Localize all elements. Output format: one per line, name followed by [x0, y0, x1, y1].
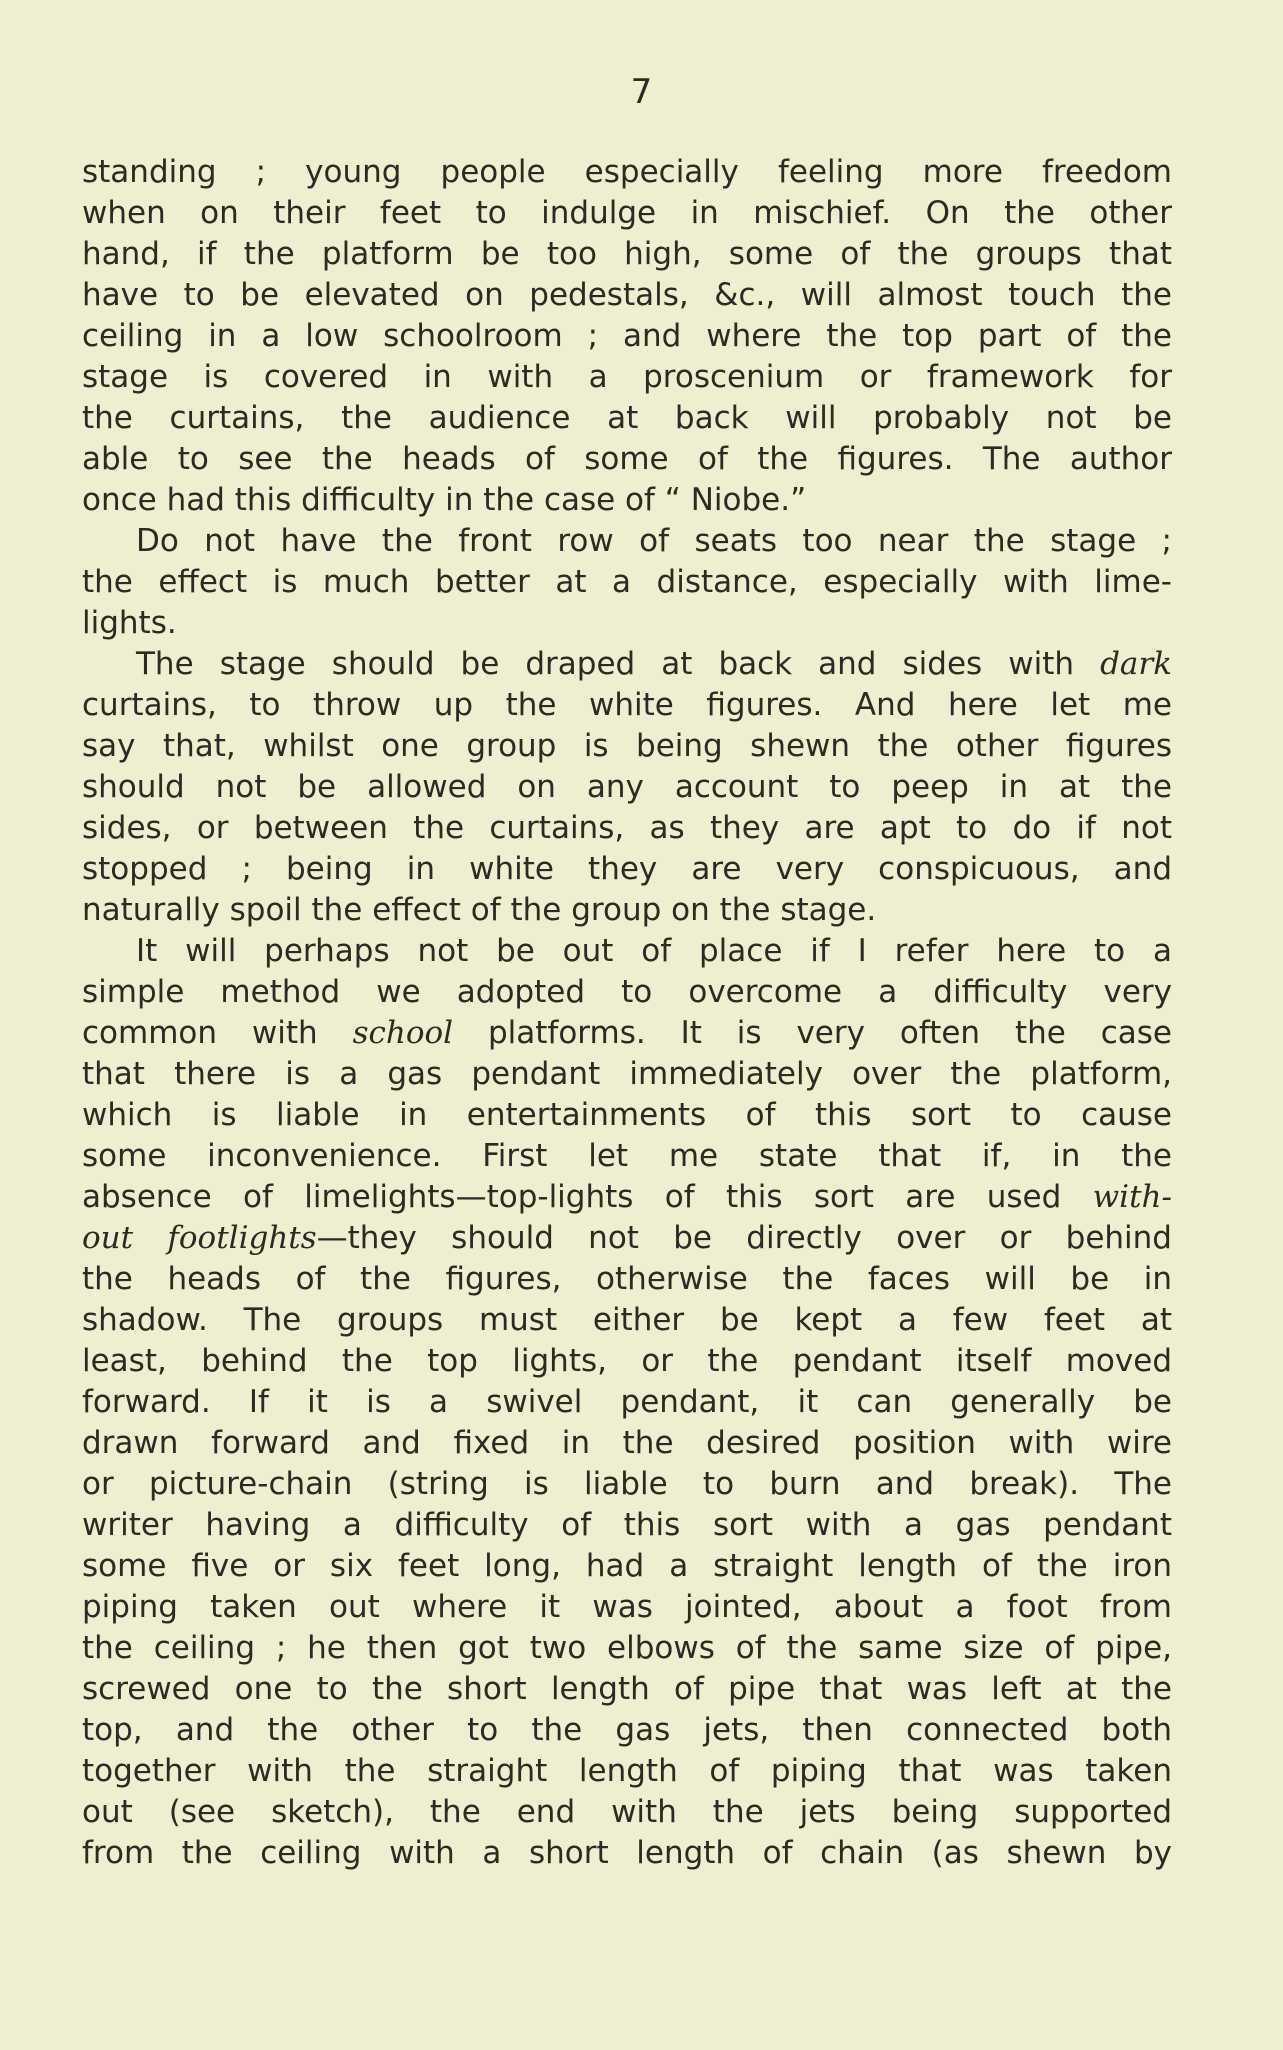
text-segment: platforms. It is very often the case: [453, 1015, 1173, 1051]
text-line: [82, 1136, 1172, 1177]
text-segment: sides, or between the curtains, as they are apt to do if not: [82, 810, 1172, 846]
text-segment: top, and the other to the gas jets, then connected both: [82, 1712, 1172, 1748]
text-segment: stopped ; being in white they are very conspicuous, and: [82, 851, 1172, 887]
text-line: [82, 849, 1172, 890]
text-line: [82, 1669, 1172, 1710]
text-segment: shadow. The groups must either be kept a few feet at: [82, 1302, 1172, 1338]
text-line: [82, 808, 1172, 849]
text-line: [82, 972, 1172, 1013]
text-segment: able to see the heads of some of the figures. The author: [82, 441, 1172, 477]
text-segment: curtains, to throw up the white figures. And here let me: [82, 687, 1172, 723]
text-line: [82, 439, 1172, 480]
text-segment: once had this difficulty in the case of “ Niobe.”: [82, 482, 807, 518]
text-line: [82, 1505, 1172, 1546]
text-line: [82, 1259, 1172, 1300]
text-segment: say that, whilst one group is being shewn the other figures: [82, 728, 1172, 764]
text-segment: some five or six feet long, had a straight length of the iron: [82, 1548, 1172, 1584]
text-line: [82, 1587, 1172, 1628]
text-line: [82, 234, 1172, 275]
text-segment: the curtains, the audience at back will probably not be: [82, 400, 1172, 436]
text-line: [82, 767, 1172, 808]
text-segment: absence of limelights—top-lights of this sort are used: [82, 1179, 1093, 1215]
text-line: [82, 1751, 1172, 1792]
text-segment: which is liable in entertainments of this sort to cause: [82, 1097, 1172, 1133]
text-line: [82, 1833, 1172, 1874]
text-line: [82, 1382, 1172, 1423]
text-line: [82, 316, 1172, 357]
text-line: [82, 1300, 1172, 1341]
text-segment: should not be allowed on any account to peep in at the: [82, 769, 1172, 805]
text-line: [82, 193, 1172, 234]
italic-text: out footlights: [82, 1220, 317, 1256]
text-segment: —they should not be directly over or behind: [316, 1220, 1172, 1256]
text-segment: that there is a gas pendant immediately over the platform,: [82, 1056, 1172, 1092]
italic-text: dark: [1100, 646, 1172, 682]
text-segment: forward. If it is a swivel pendant, it can generally be: [82, 1384, 1172, 1420]
text-line: [82, 931, 1172, 972]
italic-text: school: [352, 1015, 454, 1051]
text-line: [82, 890, 1172, 931]
text-line: [82, 603, 1172, 644]
text-segment: the heads of the figures, otherwise the faces will be in: [82, 1261, 1172, 1297]
text-line: [82, 480, 1172, 521]
text-segment: the effect is much better at a distance, especially with lime-: [82, 564, 1172, 600]
text-segment: It will perhaps not be out of place if I refer here to a: [136, 933, 1172, 969]
text-line: [82, 685, 1172, 726]
text-segment: The stage should be draped at back and sides with: [136, 646, 1101, 682]
text-segment: when on their feet to indulge in mischief. On the other: [82, 195, 1172, 231]
text-line: [82, 1464, 1172, 1505]
text-line: [82, 726, 1172, 767]
text-segment: or picture-chain (string is liable to burn and break). The: [82, 1466, 1172, 1502]
text-segment: from the ceiling with a short length of chain (as shewn by: [82, 1835, 1172, 1871]
text-segment: simple method we adopted to overcome a difficulty very: [82, 974, 1172, 1010]
text-segment: least, behind the top lights, or the pendant itself moved: [82, 1343, 1172, 1379]
text-segment: stage is covered in with a proscenium or framework for: [82, 359, 1172, 395]
text-line: [82, 357, 1172, 398]
text-line: [82, 275, 1172, 316]
text-segment: Do not have the front row of seats too near the stage ;: [136, 523, 1172, 559]
text-line: [82, 1341, 1172, 1382]
text-segment: together with the straight length of piping that was taken: [82, 1753, 1172, 1789]
text-segment: hand, if the platform be too high, some of the groups that: [82, 236, 1172, 272]
text-line: [82, 1013, 1172, 1054]
text-segment: out (see sketch), the end with the jets being supported: [82, 1794, 1172, 1830]
text-segment: writer having a difficulty of this sort with a gas pendant: [82, 1507, 1172, 1543]
text-line: [82, 562, 1172, 603]
text-segment: the ceiling ; he then got two elbows of the same size of pipe,: [82, 1630, 1172, 1666]
page-number: 7: [630, 72, 653, 112]
italic-text: with-: [1092, 1179, 1172, 1215]
text-line: [82, 1628, 1172, 1669]
text-line: [82, 1218, 1172, 1259]
text-segment: drawn forward and fixed in the desired position with wire: [82, 1425, 1172, 1461]
text-line: [82, 1792, 1172, 1833]
text-segment: some inconvenience. First let me state that if, in the: [82, 1138, 1172, 1174]
text-segment: naturally spoil the effect of the group on the stage.: [82, 892, 877, 928]
text-line: [82, 1710, 1172, 1751]
text-line: [82, 398, 1172, 439]
text-line: [82, 1095, 1172, 1136]
text-line: [82, 644, 1172, 685]
body-text: [82, 152, 1172, 1874]
text-line: [82, 1423, 1172, 1464]
text-line: [82, 1177, 1172, 1218]
text-segment: screwed one to the short length of pipe that was left at the: [82, 1671, 1172, 1707]
text-segment: piping taken out where it was jointed, about a foot from: [82, 1589, 1172, 1625]
text-segment: lights.: [82, 605, 177, 641]
text-segment: have to be elevated on pedestals, &c., will almost touch the: [82, 277, 1172, 313]
text-line: [82, 152, 1172, 193]
text-segment: standing ; young people especially feeling more freedom: [82, 154, 1172, 190]
text-segment: ceiling in a low schoolroom ; and where the top part of the: [82, 318, 1172, 354]
text-line: [82, 1054, 1172, 1095]
text-line: [82, 521, 1172, 562]
text-segment: common with: [82, 1015, 353, 1051]
text-line: [82, 1546, 1172, 1587]
